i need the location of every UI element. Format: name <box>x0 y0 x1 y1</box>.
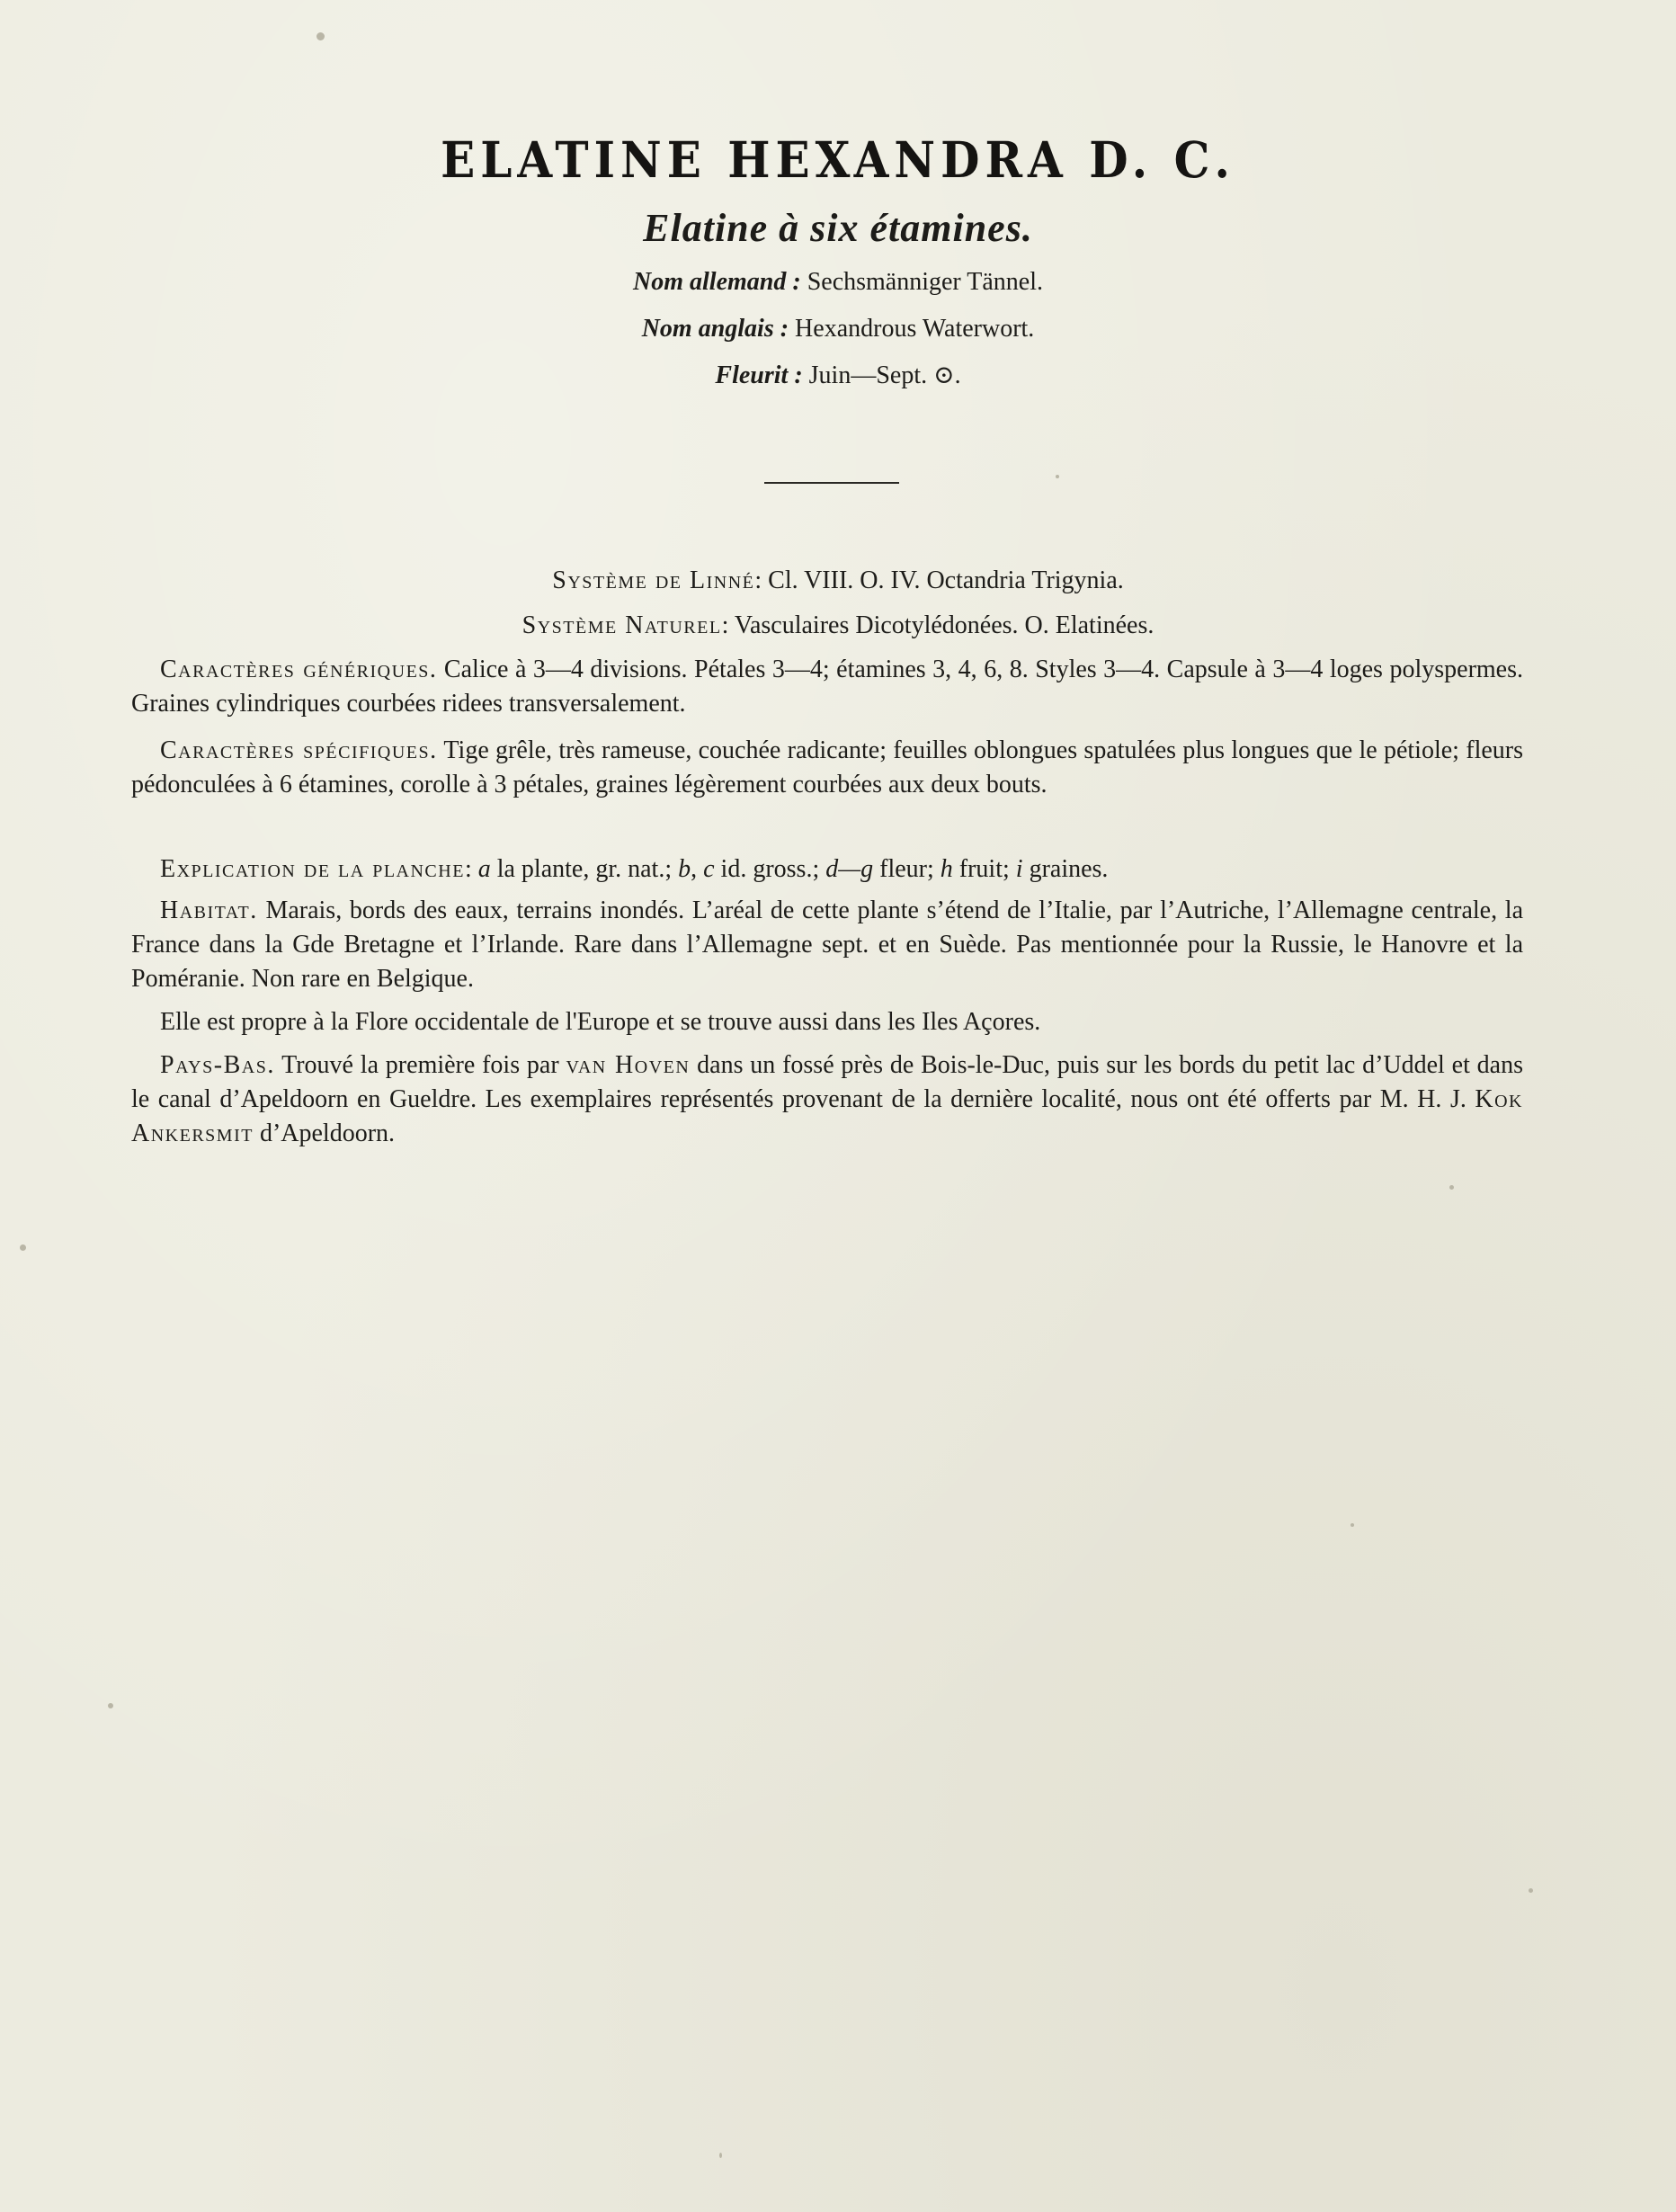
specific-characters-text: Tige grêle, très rameuse, couchée radicante; feuilles oblongues spatulées plus longues que le pétiole; fleurs pédonculées à 6 étamines, corolle à 3 pétales, graines légèrement courbées aux deux bouts. <box>131 736 1524 798</box>
english-name-line <box>0 315 1676 343</box>
generic-characters-label: Caractères génériques. <box>160 656 438 683</box>
netherlands-text: dans un fossé près de Bois-le-Duc, puis sur les bords du petit lac d’Uddel et dans le canal d’Apeldoorn en Gueldre. Les exemplaires représentés provenant de la dernière localité, nous ont été offerts par M. H. J. <box>131 1051 1523 1113</box>
natural-system-label: Système Naturel <box>522 611 722 639</box>
plate-explanation-label: Explication de la planche <box>160 855 465 883</box>
collector-name: van Hoven <box>566 1051 691 1079</box>
plate-explanation-text: fruit; <box>952 855 1016 883</box>
habitat-text: Marais, bords des eaux, terrains inondés. L’aréal de cette plante s’étend de l’Italie, par l’Autriche, l’Allemagne centrale, la France dans la Gde Bretagne et l’Irlande. Rare dans l’Allemagne sept. et en Suède. Pas mentionnée pour la Russie, le Hanovre et la Poméranie. Non rare en Belgique. <box>131 896 1523 993</box>
donor-name: Kok Ankersmit <box>131 1085 1523 1147</box>
figure-letter: b <box>678 855 691 883</box>
plate-explanation-text: fleur; <box>873 855 941 883</box>
speck <box>20 1244 26 1251</box>
figure-letter: h <box>940 855 953 883</box>
linne-system-label: Système de Linné <box>552 566 755 594</box>
page-subtitle: Elatine à six étamines. <box>643 206 1033 250</box>
section-divider <box>764 482 899 484</box>
speck <box>1529 1888 1533 1893</box>
habitat-paragraph <box>131 894 1523 996</box>
speck <box>108 1703 113 1708</box>
figure-letter: c <box>703 855 715 883</box>
generic-characters-paragraph <box>131 653 1523 721</box>
natural-system-line <box>0 611 1676 640</box>
speck <box>719 2153 722 2158</box>
english-name-value: Hexandrous Waterwort. <box>789 315 1035 343</box>
german-name-value: Sechsmänniger Tännel. <box>800 268 1043 296</box>
netherlands-text: Trouvé la première fois par <box>274 1051 566 1079</box>
netherlands-paragraph <box>131 1048 1523 1151</box>
speck <box>1351 1523 1354 1527</box>
flowering-value: Juin—Sept. ⊙. <box>802 361 961 389</box>
flowering-label: Fleurit : <box>715 361 803 389</box>
english-name-label: Nom anglais : <box>641 315 789 343</box>
german-name-line <box>0 268 1676 297</box>
german-name-label: Nom allemand : <box>633 268 801 296</box>
speck <box>1449 1185 1454 1190</box>
netherlands-label: Pays-Bas. <box>160 1051 275 1079</box>
linne-system-text: : Cl. VIII. O. IV. Octandria Trigynia. <box>754 566 1124 594</box>
figure-letter: a <box>477 855 491 883</box>
specific-characters-paragraph <box>131 734 1523 802</box>
linne-system-line <box>0 566 1676 595</box>
flowering-line <box>0 360 1676 390</box>
plate-explanation-text: id. gross.; <box>714 855 826 883</box>
netherlands-text: d’Apeldoorn. <box>253 1119 396 1147</box>
plate-explanation-text: : <box>464 855 478 883</box>
habitat-label: Habitat. <box>160 896 258 924</box>
generic-characters-text: Calice à 3—4 divisions. Pétales 3—4; étamines 3, 4, 6, 8. Styles 3—4. Capsule à 3—4 loges polyspermes. Graines cylindriques courbées ridees transversalement. <box>131 656 1523 718</box>
plate-explanation-text: graines. <box>1022 855 1109 883</box>
distribution-paragraph: Elle est propre à la Flore occidentale de l'Europe et se trouve aussi dans les Iles Açores. <box>160 1008 1041 1036</box>
page-title: ELATINE HEXANDRA D. C. <box>441 130 1235 189</box>
figure-letter: i <box>1015 855 1023 883</box>
plate-explanation-text: la plante, gr. nat.; <box>490 855 679 883</box>
speck <box>316 32 325 40</box>
natural-system-text: : Vasculaires Dicotylédonées. O. Elatinées. <box>721 611 1154 639</box>
specific-characters-label: Caractères spécifiques. <box>160 736 438 764</box>
speck <box>1056 475 1059 478</box>
figure-letter: d—g <box>825 855 874 883</box>
plate-explanation-paragraph <box>131 852 1523 887</box>
plate-explanation-text: , <box>691 855 704 883</box>
